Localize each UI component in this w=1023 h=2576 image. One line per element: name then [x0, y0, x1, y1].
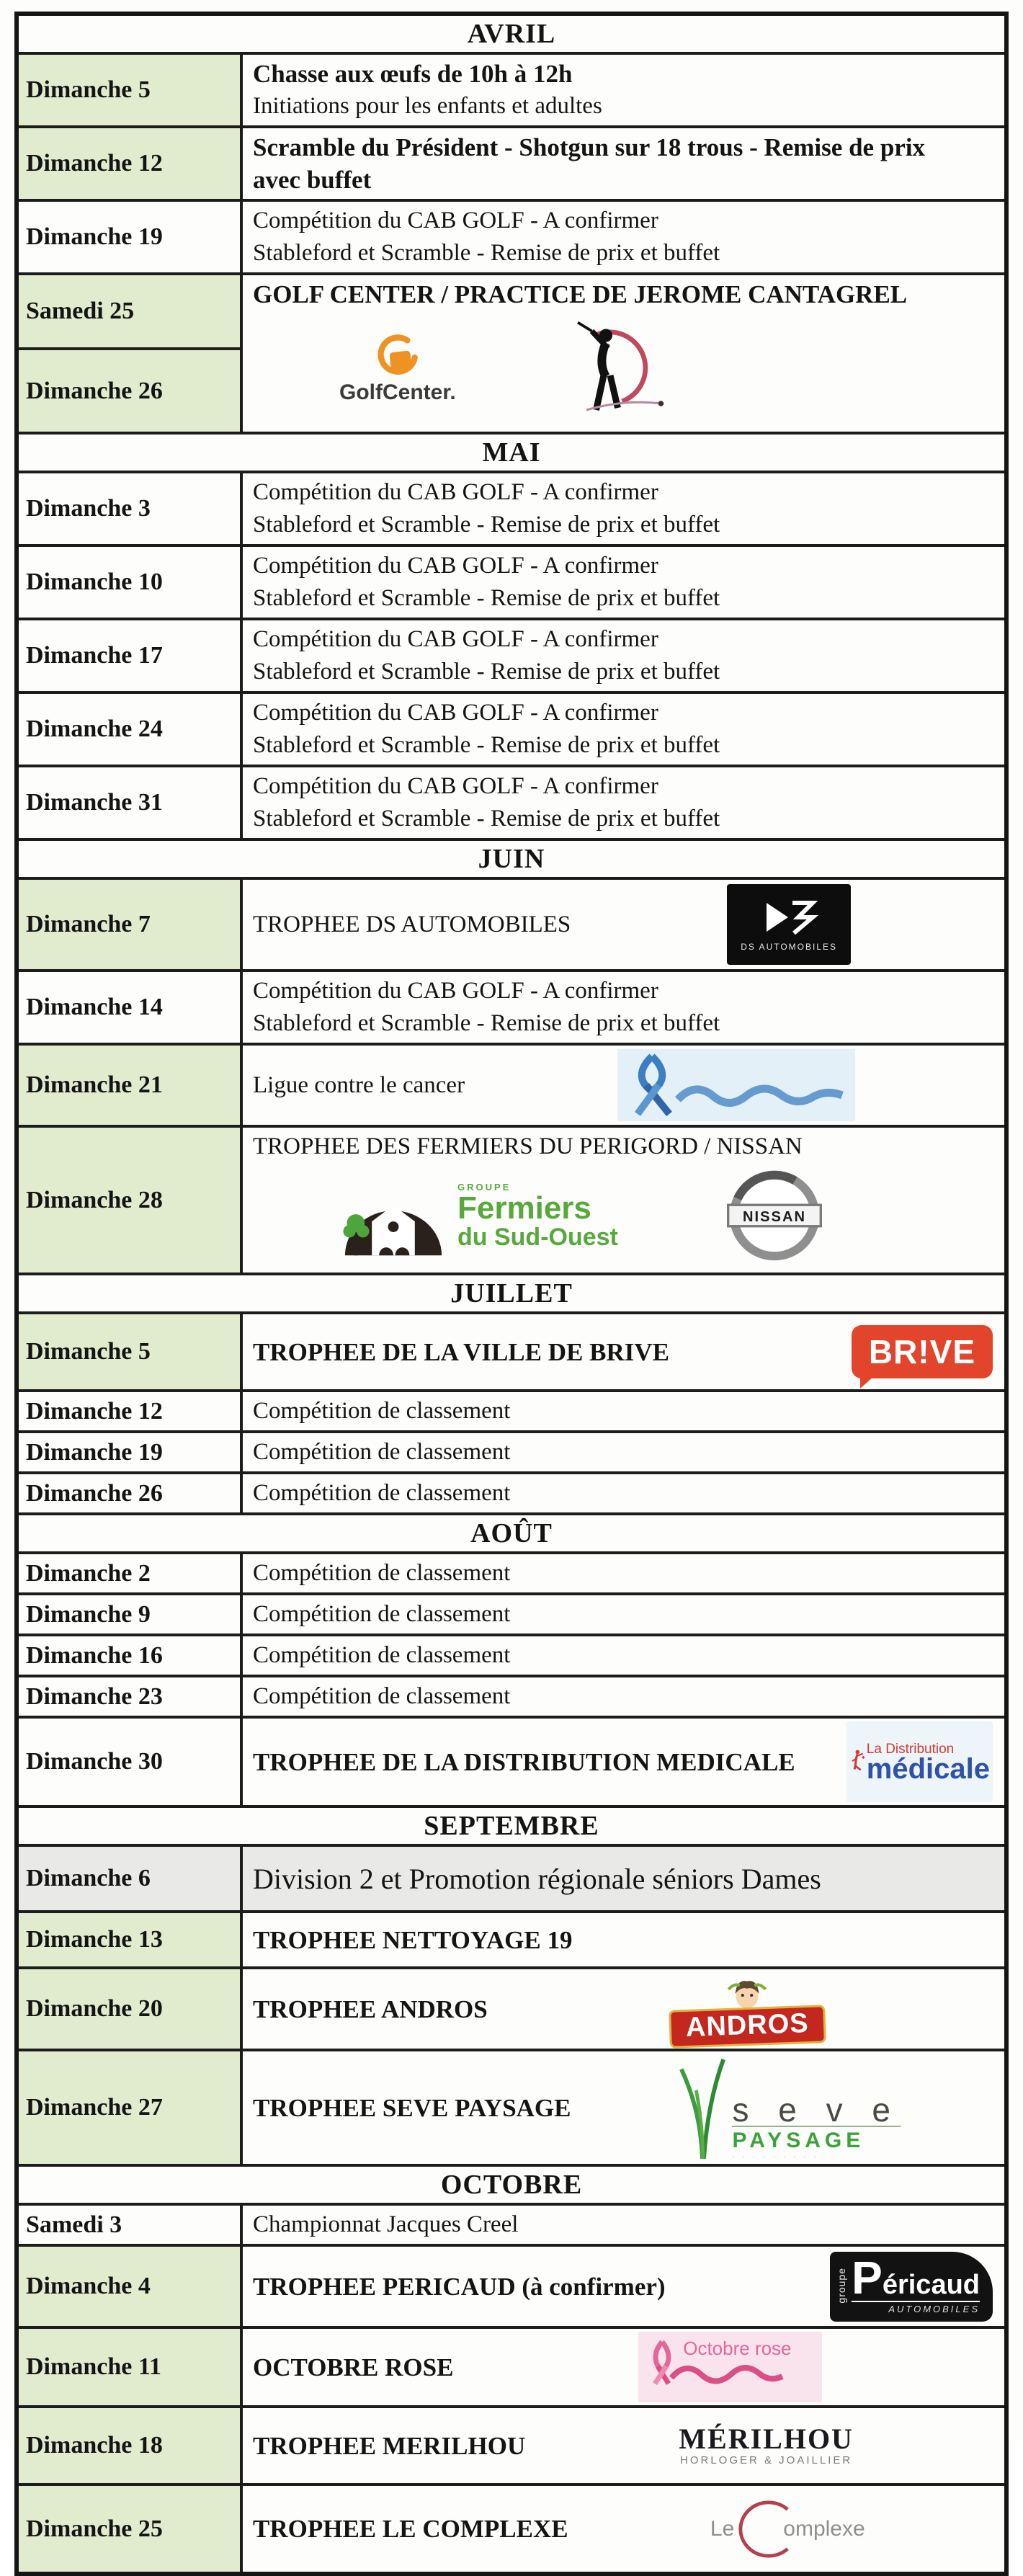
event-cell [241, 472, 1006, 545]
merilhou-logo [679, 2422, 854, 2466]
date-cell: Dimanche 21 [17, 1044, 241, 1126]
date-cell: Dimanche 19 [17, 200, 241, 274]
table-row [17, 1044, 1006, 1126]
event-text: Compétition du CAB GOLF - A confirmer [253, 479, 658, 505]
octobre-rose-label: Octobre rose [683, 2337, 792, 2359]
event-cell [241, 2484, 1006, 2574]
event-text: GOLF CENTER / PRACTICE DE JEROME CANTAGREL [253, 280, 908, 308]
event-text: Stableford et Scramble - Remise de prix et buffet [253, 732, 720, 758]
table-row [17, 127, 1006, 200]
event-text: Compétition du CAB GOLF - A confirmer [253, 978, 658, 1004]
date-cell: Dimanche 18 [17, 2407, 241, 2484]
date-cell: Dimanche 14 [17, 971, 241, 1044]
fermiers-label: Fermiers [457, 1190, 591, 1226]
event-cell [241, 1044, 1006, 1126]
date-cell: Dimanche 3 [17, 472, 241, 545]
event-cell [241, 127, 1006, 200]
golfer-swing-logo [564, 315, 674, 423]
table-row [17, 1313, 1006, 1391]
date-cell: Dimanche 27 [17, 2050, 241, 2165]
calendar-table [14, 12, 1009, 2576]
golfcenter-logo [339, 333, 456, 405]
event-text: TROPHEE MERILHOU [253, 2431, 526, 2460]
date-cell: Dimanche 12 [17, 127, 241, 200]
event-cell [241, 2407, 1006, 2484]
event-cell [241, 692, 1006, 766]
date-cell: Dimanche 10 [17, 545, 241, 619]
event-cell [241, 619, 1006, 692]
seve-paysage-logo [677, 2054, 901, 2161]
event-text: Stableford et Scramble - Remise de prix et buffet [253, 806, 720, 832]
event-text: Championnat Jacques Creel [253, 2211, 519, 2237]
table-row [17, 200, 1006, 274]
table-row [17, 472, 1006, 545]
event-cell [241, 1594, 1006, 1635]
distribution-label: La Distribution [866, 1742, 955, 1757]
calendar-body [17, 14, 1006, 2574]
event-cell [241, 878, 1006, 971]
event-cell [241, 545, 1006, 619]
table-row [17, 2204, 1006, 2245]
table-row [17, 1432, 1006, 1473]
medicale-label: médicale [866, 1753, 990, 1785]
table-row [17, 545, 1006, 619]
date-cell: Dimanche 19 [17, 1432, 241, 1473]
table-row [17, 1473, 1006, 1514]
month-header: AVRIL [17, 14, 1006, 53]
date-cell: Dimanche 7 [17, 878, 241, 971]
table-row [17, 1717, 1006, 1806]
event-text: Compétition de classement [253, 1560, 511, 1586]
month-header: JUIN [17, 839, 1006, 878]
event-text: Initiations pour les enfants et adultes [253, 93, 602, 119]
event-cell [241, 1635, 1006, 1676]
pericaud-initial: P [852, 2251, 883, 2304]
event-text: Compétition de classement [253, 1398, 511, 1424]
table-row [17, 274, 1006, 349]
pericaud-label: éricaud [882, 2269, 980, 2300]
date-cell: Samedi 3 [17, 2204, 241, 2245]
cancer-ribbon-logo [617, 1049, 855, 1121]
event-text: TROPHEE DE LA VILLE DE BRIVE [253, 1337, 669, 1366]
event-text: TROPHEE NETTOYAGE 19 [253, 1925, 573, 1954]
table-row [17, 1126, 1006, 1274]
date-cell: Dimanche 12 [17, 1391, 241, 1432]
golfcenter-label: GolfCenter. [339, 380, 456, 404]
table-row [17, 1912, 1006, 1968]
ds-automobiles-logo [727, 884, 851, 965]
fermiers-sud-ouest-logo [339, 1173, 618, 1258]
month-header: OCTOBRE [17, 2165, 1006, 2204]
event-cell [241, 274, 1006, 433]
table-row [17, 619, 1006, 692]
date-cell: Dimanche 5 [17, 53, 241, 127]
ds-automobiles-label: DS AUTOMOBILES [741, 942, 838, 952]
event-cell [241, 971, 1006, 1044]
date-cell: Dimanche 26 [17, 349, 241, 433]
distribution-medicale-logo [846, 1721, 993, 1802]
nissan-logo [726, 1167, 823, 1264]
event-text: Stableford et Scramble - Remise de prix et buffet [253, 585, 720, 611]
table-row [17, 2050, 1006, 2165]
date-cell: Dimanche 25 [17, 2484, 241, 2574]
table-row [17, 1635, 1006, 1676]
month-header: JUILLET [17, 1274, 1006, 1313]
event-text: Stableford et Scramble - Remise de prix et buffet [253, 659, 720, 685]
event-cell [241, 1553, 1006, 1594]
table-row [17, 2407, 1006, 2484]
le-complexe-logo [710, 2495, 865, 2564]
date-cell: Dimanche 6 [17, 1845, 241, 1912]
event-text: TROPHEE LE COMPLEXE [253, 2515, 568, 2543]
event-text: Division 2 et Promotion régionale séniors Dames [253, 1862, 821, 1895]
date-cell: Dimanche 20 [17, 1968, 241, 2050]
event-text: Compétition du CAB GOLF - A confirmer [253, 700, 658, 726]
date-cell: Dimanche 26 [17, 1473, 241, 1514]
date-cell: Dimanche 28 [17, 1126, 241, 1274]
date-cell: Dimanche 4 [17, 2245, 241, 2327]
event-cell [241, 1676, 1006, 1717]
seve-label: s e v e [732, 2091, 901, 2129]
event-text: Compétition de classement [253, 1601, 511, 1627]
date-cell: Dimanche 31 [17, 766, 241, 839]
date-cell: Dimanche 11 [17, 2327, 241, 2407]
table-row [17, 2245, 1006, 2327]
event-text: Scramble du Président - Shotgun sur 18 trous - Remise de prix [253, 133, 926, 161]
event-text: TROPHEE SEVE PAYSAGE [253, 2093, 571, 2122]
month-header: SEPTEMBRE [17, 1806, 1006, 1845]
paysage-label: PAYSAGE [732, 2126, 901, 2153]
octobre-rose-logo [638, 2332, 822, 2402]
table-row [17, 1553, 1006, 1594]
date-cell: Dimanche 16 [17, 1635, 241, 1676]
event-cell [241, 2050, 1006, 2165]
event-cell [241, 2327, 1006, 2407]
brive-bubble-tail [860, 1377, 873, 1389]
event-text: TROPHEE PERICAUD (à confirmer) [253, 2272, 666, 2301]
table-row [17, 1845, 1006, 1912]
event-text: TROPHEE DE LA DISTRIBUTION MEDICALE [253, 1747, 795, 1776]
table-row [17, 1968, 1006, 2050]
event-text: Stableford et Scramble - Remise de prix et buffet [253, 512, 720, 538]
brive-logo [852, 1325, 993, 1378]
event-cell [241, 200, 1006, 274]
event-cell [241, 1717, 1006, 1806]
event-text: avec buffet [253, 166, 372, 194]
table-row [17, 766, 1006, 839]
event-cell [241, 2204, 1006, 2245]
andros-logo [669, 1973, 826, 2046]
event-cell [241, 1845, 1006, 1912]
event-cell [241, 1473, 1006, 1514]
table-row [17, 2484, 1006, 2574]
event-text: Compétition du CAB GOLF - A confirmer [253, 208, 658, 233]
event-text: Chasse aux œufs de 10h à 12h [253, 60, 573, 88]
table-row [17, 692, 1006, 766]
brive-label: BR!VE [852, 1325, 993, 1378]
date-cell: Samedi 25 [17, 274, 241, 349]
event-text: Compétition de classement [253, 1683, 511, 1709]
table-row [17, 878, 1006, 971]
date-cell: Dimanche 17 [17, 619, 241, 692]
month-header: MAI [17, 433, 1006, 472]
table-row [17, 971, 1006, 1044]
merilhou-label: MÉRILHOU [679, 2422, 854, 2455]
event-cell [241, 1313, 1006, 1391]
event-cell [241, 2245, 1006, 2327]
event-cell [241, 766, 1006, 839]
event-text: Compétition du CAB GOLF - A confirmer [253, 626, 658, 652]
complexe-label: omplexe [783, 2516, 865, 2541]
svg-text:NISSAN: NISSAN [742, 1209, 806, 1226]
fermiers-sub-label: du Sud-Ouest [457, 1223, 618, 1251]
event-cell [241, 1391, 1006, 1432]
seve-tagline: · · · · · · · · · [732, 2153, 819, 2161]
pericaud-logo [830, 2252, 993, 2322]
table-row [17, 1676, 1006, 1717]
event-text: Compétition de classement [253, 1480, 511, 1506]
month-header: AOÛT [17, 1514, 1006, 1553]
date-cell: Dimanche 9 [17, 1594, 241, 1635]
pericaud-automobiles-label: AUTOMOBILES [852, 2301, 980, 2314]
event-cell [241, 1968, 1006, 2050]
fermiers-group-label: GROUPE [457, 1181, 512, 1193]
date-cell: Dimanche 13 [17, 1912, 241, 1968]
event-text: TROPHEE ANDROS [253, 1995, 488, 2023]
complexe-le-label: Le [710, 2516, 735, 2541]
table-row [17, 2327, 1006, 2407]
pericaud-groupe-label: groupe [836, 2268, 848, 2304]
table-row [17, 1594, 1006, 1635]
event-text: Compétition du CAB GOLF - A confirmer [253, 553, 658, 579]
event-text: Stableford et Scramble - Remise de prix et buffet [253, 1010, 720, 1036]
event-text: Compétition de classement [253, 1439, 511, 1465]
event-cell [241, 1912, 1006, 1968]
event-text: Stableford et Scramble - Remise de prix et buffet [253, 240, 720, 266]
table-row [17, 1391, 1006, 1432]
event-text: TROPHEE DES FERMIERS DU PERIGORD / NISSAN [253, 1133, 803, 1159]
date-cell: Dimanche 23 [17, 1676, 241, 1717]
table-row [17, 53, 1006, 127]
date-cell: Dimanche 30 [17, 1717, 241, 1806]
event-text: Ligue contre le cancer [253, 1071, 465, 1098]
date-cell: Dimanche 5 [17, 1313, 241, 1391]
event-cell [241, 1126, 1006, 1274]
event-cell [241, 1432, 1006, 1473]
date-cell: Dimanche 24 [17, 692, 241, 766]
event-cell [241, 53, 1006, 127]
merilhou-sub-label: HORLOGER & JOAILLIER [680, 2454, 853, 2466]
date-cell: Dimanche 2 [17, 1553, 241, 1594]
event-text: OCTOBRE ROSE [253, 2353, 454, 2381]
event-text: Compétition de classement [253, 1642, 511, 1668]
andros-label: ANDROS [669, 2005, 826, 2049]
event-text: Compétition du CAB GOLF - A confirmer [253, 773, 658, 799]
event-text: TROPHEE DS AUTOMOBILES [253, 911, 571, 937]
